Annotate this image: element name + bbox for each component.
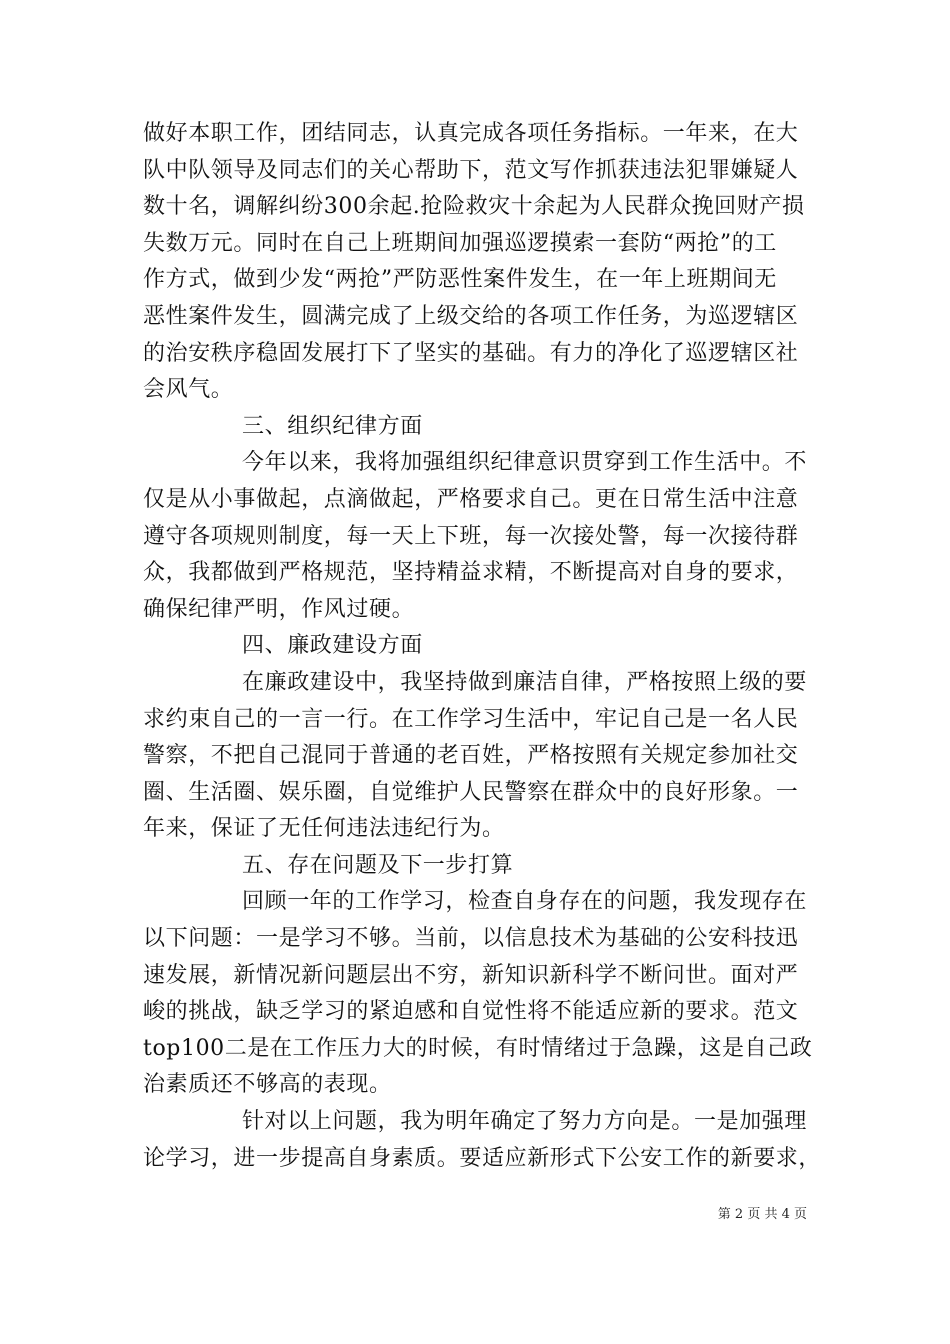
text-line: 求约束自己的一言一行。在工作学习生活中，牢记自己是一名人民: [143, 706, 799, 732]
text-line: 会风气。: [143, 377, 234, 403]
text-line: 恶性案件发生，圆满完成了上级交给的各项工作任务，为巡逻辖区: [143, 303, 799, 329]
page-number-footer: 第 2 页 共 4 页: [717, 1207, 807, 1222]
section-heading-integrity: 四、廉政建设方面: [242, 633, 423, 659]
text-line: 做好本职工作，团结同志，认真完成各项任务指标。一年来，在大: [143, 121, 799, 146]
text-line: 数十名，调解纠纷300余起.抢险救灾十余起为人民群众挽回财产损: [143, 194, 805, 220]
section-heading-organization-discipline: 三、组织纪律方面: [242, 413, 423, 439]
text-line: 峻的挑战，缺乏学习的紧迫感和自觉性将不能适应新的要求。范文: [143, 999, 799, 1025]
text-line: 众，我都做到严格规范，坚持精益求精，不断提高对自身的要求，: [143, 560, 799, 586]
text-line: 年来，保证了无任何违法违纪行为。: [143, 816, 505, 842]
text-line: 治素质还不够高的表现。: [143, 1072, 392, 1098]
text-line: 论学习，进一步提高自身素质。要适应新形式下公安工作的新要求，: [143, 1145, 822, 1171]
text-line: 遵守各项规则制度，每一天上下班，每一次接处警，每一次接待群: [143, 523, 799, 549]
text-line: 圈、生活圈、娱乐圈，自觉维护人民警察在群众中的良好形象。一: [143, 779, 799, 805]
paragraph-first-line: 针对以上问题，我为明年确定了努力方向是。一是加强理: [242, 1109, 808, 1135]
text-line: 确保纪律严明，作风过硬。: [143, 596, 415, 622]
text-line: 作方式，做到少发“两抢”严防恶性案件发生，在一年上班期间无: [143, 267, 777, 293]
paragraph-first-line: 在廉政建设中，我坚持做到廉洁自律，严格按照上级的要: [242, 669, 808, 695]
text-line: 队中队领导及同志们的关心帮助下，范文写作抓获违法犯罪嫌疑人: [143, 157, 799, 183]
text-line: 警察，不把自己混同于普通的老百姓，严格按照有关规定参加社交: [143, 743, 799, 769]
text-line: 仅是从小事做起，点滴做起，严格要求自己。更在日常生活中注意: [143, 486, 799, 512]
paragraph-first-line: 今年以来，我将加强组织纪律意识贯穿到工作生活中。不: [242, 450, 808, 476]
section-heading-problems-plans: 五、存在问题及下一步打算: [242, 852, 514, 878]
text-line: 失数万元。同时在自己上班期间加强巡逻摸索一套防“两抢”的工: [143, 230, 777, 256]
text-line: 以下问题：一是学习不够。当前，以信息技术为基础的公安科技迅: [143, 926, 799, 952]
text-line: 的治安秩序稳固发展打下了坚实的基础。有力的净化了巡逻辖区社: [143, 340, 799, 366]
paragraph-first-line: 回顾一年的工作学习，检查自身存在的问题，我发现存在: [242, 889, 808, 915]
text-line: top100二是在工作压力大的时候，有时情绪过于急躁，这是自己政: [143, 1035, 813, 1061]
text-line: 速发展，新情况新问题层出不穷，新知识新科学不断问世。面对严: [143, 962, 799, 988]
body-text: [143, 116, 822, 1177]
